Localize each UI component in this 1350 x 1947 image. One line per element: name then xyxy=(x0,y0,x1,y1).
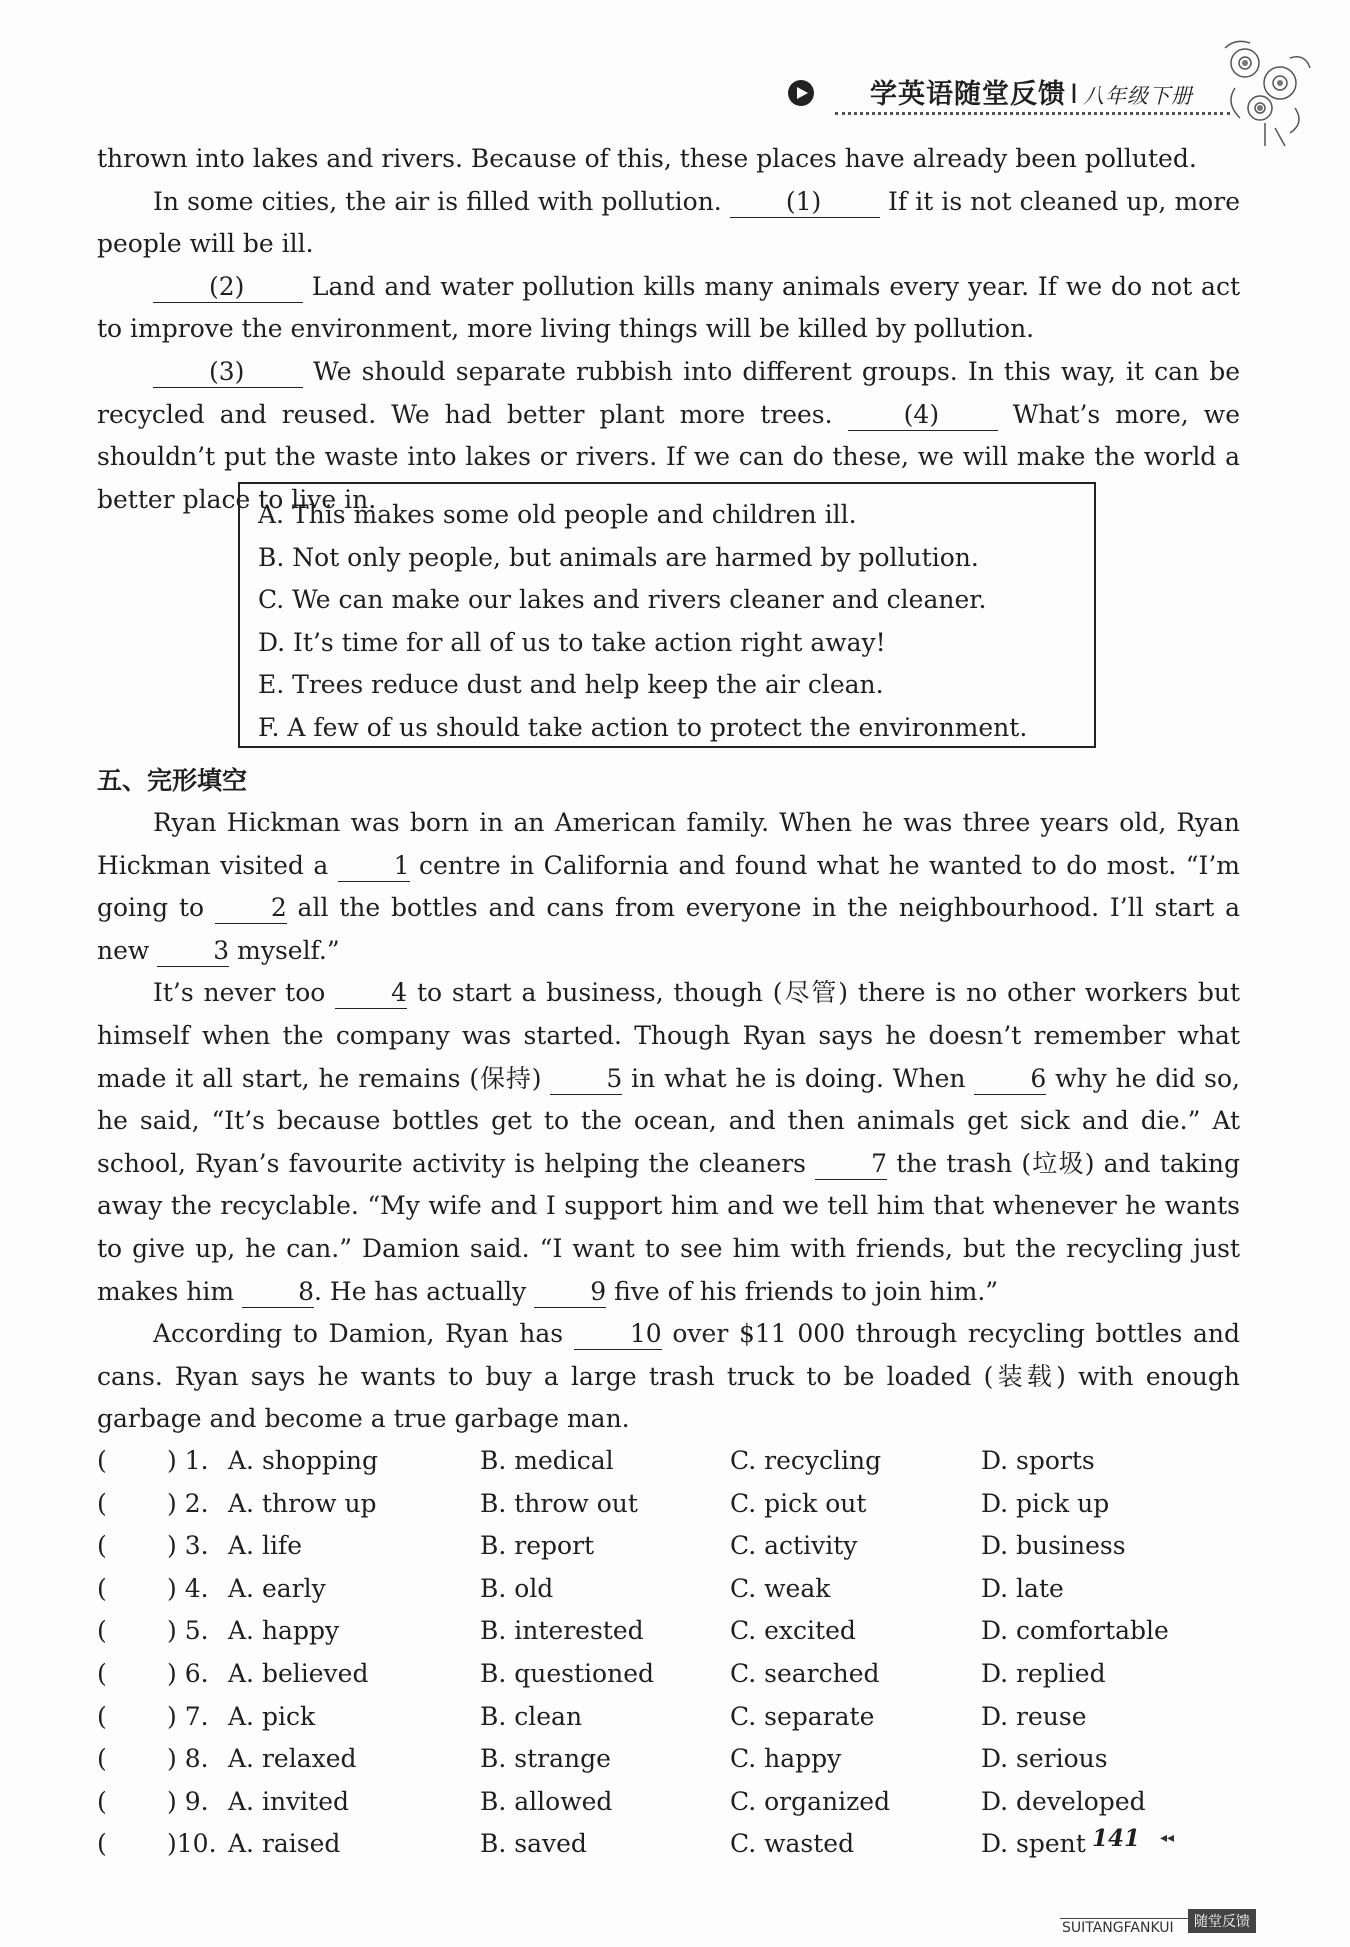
option-c[interactable]: C. wasted xyxy=(730,1829,855,1859)
answer-paren[interactable]: ( xyxy=(97,1488,107,1518)
page-number: 141 xyxy=(1092,1825,1141,1852)
paragraph-text: over $11 000 through recycling bottles and cans. Ryan says he wants to buy a large trash truck to be loaded (装载) with enough garbage and become a true garbage man. xyxy=(97,1319,1240,1434)
option-row xyxy=(97,1610,1257,1653)
paragraph-text: why he did so, he said, “It’s because bottles get to the ocean, and then animals get sick and die.” At school, Ryan’s favourite activity is helping the cleaners xyxy=(97,1063,1241,1178)
answer-paren[interactable]: ( xyxy=(97,1658,107,1688)
paragraph-text: Land and water pollution kills many animals every year. If we do not act to improve the environment, more living things will be killed by pollution. xyxy=(97,271,1240,344)
answer-paren[interactable]: ( xyxy=(97,1701,107,1731)
book-title xyxy=(870,72,1193,111)
question-number: ) 2. xyxy=(167,1488,209,1518)
option-row xyxy=(97,1440,1257,1483)
choice-item: F. A few of us should take action to protect the environment. xyxy=(258,712,1028,742)
option-b[interactable]: B. old xyxy=(480,1573,554,1603)
option-a[interactable]: A. early xyxy=(228,1573,326,1603)
passage-paragraph xyxy=(97,181,1240,266)
option-row xyxy=(97,1653,1257,1696)
cloze-blank[interactable]: 1 xyxy=(338,851,410,882)
choice-item: D. It’s time for all of us to take action right away! xyxy=(258,627,886,657)
option-d[interactable]: D. developed xyxy=(981,1786,1146,1816)
option-row xyxy=(97,1525,1257,1568)
paragraph-text: to start a business, though (尽管) there is no other workers but himself when the company was started. Though Ryan says he doesn’t remember what made it all start, he remains (保持) xyxy=(97,978,1240,1093)
paragraph-text: If it is not cleaned up, more people will be ill. xyxy=(97,186,1240,259)
option-d[interactable]: D. business xyxy=(981,1531,1126,1561)
passage-paragraph xyxy=(97,802,1240,972)
passage-paragraph xyxy=(97,972,1240,1313)
cloze-blank[interactable]: 10 xyxy=(574,1319,662,1350)
paragraph-text: centre in California and found what he wanted to do most. “I’m going to xyxy=(97,850,1241,923)
answer-paren[interactable]: ( xyxy=(97,1446,107,1475)
option-a[interactable]: A. life xyxy=(228,1531,302,1561)
paragraph-text: We should separate rubbish into different groups. In this way, it can be recycled and reused. We had better plant more trees. xyxy=(97,356,1240,429)
choice-item: C. We can make our lakes and rivers cleaner and cleaner. xyxy=(258,585,987,615)
option-row xyxy=(97,1823,1257,1866)
option-c[interactable]: C. recycling xyxy=(730,1446,882,1475)
paragraph-text: Ryan Hickman was born in an American family. When he was three years old, Ryan Hickman visited a xyxy=(97,808,1240,880)
cloze-blank[interactable]: 8 xyxy=(242,1277,314,1308)
option-c[interactable]: C. happy xyxy=(730,1744,842,1774)
book-title-text: 学英语随堂反馈 xyxy=(870,79,1066,110)
paragraph-text: What’s more, we shouldn’t put the waste into lakes or rivers. If we can do these, we will make the world a better place to live in. xyxy=(97,399,1241,514)
paragraph-text: myself.” xyxy=(237,935,340,965)
option-row xyxy=(97,1568,1257,1611)
answer-blank[interactable]: (4) xyxy=(848,400,998,431)
option-d[interactable]: D. reuse xyxy=(981,1701,1087,1731)
back-arrows-icon: ◂◂ xyxy=(1160,1830,1175,1846)
option-a[interactable]: A. happy xyxy=(228,1616,340,1646)
grade-label: 八年级下册 xyxy=(1082,84,1193,108)
option-d[interactable]: D. late xyxy=(981,1573,1064,1603)
option-row xyxy=(97,1483,1257,1526)
option-b[interactable]: B. strange xyxy=(480,1744,611,1774)
option-b[interactable]: B. saved xyxy=(480,1829,587,1859)
question-number: ) 3. xyxy=(167,1531,209,1561)
cloze-blank[interactable]: 6 xyxy=(974,1064,1046,1095)
option-d[interactable]: D. comfortable xyxy=(981,1616,1169,1646)
option-a[interactable]: A. throw up xyxy=(228,1488,377,1518)
question-number: ) 5. xyxy=(167,1616,209,1646)
paragraph-text: It’s never too xyxy=(153,978,326,1008)
header-dotted-rule xyxy=(835,112,1230,115)
option-a[interactable]: A. invited xyxy=(228,1786,350,1816)
paragraph-text: In some cities, the air is filled with pollution. xyxy=(153,186,722,216)
paragraph-text: According to Damion, Ryan has xyxy=(153,1319,564,1349)
option-c[interactable]: C. weak xyxy=(730,1573,831,1603)
option-row xyxy=(97,1781,1257,1824)
cloze-blank[interactable]: 7 xyxy=(815,1149,887,1180)
choice-item: E. Trees reduce dust and help keep the air clean. xyxy=(258,670,884,700)
option-b[interactable]: B. questioned xyxy=(480,1658,654,1688)
title-separator: I xyxy=(1070,79,1079,110)
sentence-choices-box xyxy=(238,482,1096,748)
answer-paren[interactable]: ( xyxy=(97,1531,107,1561)
option-b[interactable]: B. medical xyxy=(480,1446,614,1475)
option-d[interactable]: D. spent xyxy=(981,1829,1086,1859)
option-a[interactable]: A. raised xyxy=(228,1829,341,1859)
option-b[interactable]: B. throw out xyxy=(480,1488,638,1518)
passage-paragraph xyxy=(97,266,1240,351)
paragraph-text: the trash (垃圾) and taking away the recyclable. “My wife and I support him and we tell him that whenever he wants to give up, he can.” Damion said. “I want to see him with friends, but the recycling just makes him xyxy=(97,1148,1241,1306)
answer-paren[interactable]: ( xyxy=(97,1573,107,1603)
paragraph-text: all the bottles and cans from everyone in the neighbourhood. I’ll start a new xyxy=(97,893,1240,965)
passage-line: thrown into lakes and rivers. Because of this, these places have already been polluted. xyxy=(97,144,1197,173)
answer-paren[interactable]: ( xyxy=(97,1786,107,1816)
option-row xyxy=(97,1738,1257,1781)
question-number: ) 9. xyxy=(167,1786,209,1816)
passage-one xyxy=(97,138,1240,521)
options-table xyxy=(97,1440,1257,1866)
choice-item: A. This makes some old people and children ill. xyxy=(258,500,857,529)
flower-decoration-icon xyxy=(1205,28,1325,148)
question-number: ) 8. xyxy=(167,1744,209,1774)
option-c[interactable]: C. organized xyxy=(730,1786,891,1816)
cloze-blank[interactable]: 2 xyxy=(215,893,287,924)
page-header xyxy=(780,68,1340,128)
passage-paragraph xyxy=(97,1313,1240,1441)
paragraph-text: five of his friends to join him.” xyxy=(614,1276,999,1306)
option-d[interactable]: D. sports xyxy=(981,1446,1095,1475)
option-a[interactable]: A. believed xyxy=(228,1658,369,1688)
option-c[interactable]: C. activity xyxy=(730,1531,858,1561)
answer-blank[interactable]: (1) xyxy=(730,187,880,218)
option-c[interactable]: C. pick out xyxy=(730,1488,867,1518)
answer-paren[interactable]: ( xyxy=(97,1616,107,1646)
section-title: 五、完形填空 xyxy=(97,766,248,795)
cloze-blank[interactable]: 4 xyxy=(335,978,407,1009)
answer-blank[interactable]: (3) xyxy=(153,357,303,388)
option-d[interactable]: D. replied xyxy=(981,1658,1106,1688)
option-a[interactable]: A. relaxed xyxy=(228,1744,357,1774)
footer-badge: 随堂反馈 xyxy=(1188,1909,1256,1933)
question-number: ) 6. xyxy=(167,1658,209,1688)
option-d[interactable]: D. pick up xyxy=(981,1488,1110,1518)
answer-paren[interactable]: ( xyxy=(97,1829,107,1859)
question-number: ) 1. xyxy=(167,1446,209,1475)
option-b[interactable]: B. allowed xyxy=(480,1786,613,1816)
option-b[interactable]: B. interested xyxy=(480,1616,644,1646)
option-c[interactable]: C. searched xyxy=(730,1658,880,1688)
option-a[interactable]: A. pick xyxy=(228,1701,316,1731)
cloze-blank[interactable]: 5 xyxy=(550,1064,622,1095)
cloze-blank[interactable]: 3 xyxy=(157,936,229,967)
option-row xyxy=(97,1696,1257,1739)
cloze-blank[interactable]: 9 xyxy=(534,1277,606,1308)
play-icon xyxy=(788,80,814,106)
question-number: ) 4. xyxy=(167,1573,209,1603)
option-c[interactable]: C. excited xyxy=(730,1616,856,1646)
answer-blank[interactable]: (2) xyxy=(153,272,303,303)
footer-pinyin: SUITANGFANKUI xyxy=(1062,1920,1174,1936)
option-a[interactable]: A. shopping xyxy=(228,1446,379,1475)
option-b[interactable]: B. clean xyxy=(480,1701,583,1731)
question-number: )10. xyxy=(167,1829,217,1859)
answer-paren[interactable]: ( xyxy=(97,1744,107,1774)
question-number: ) 7. xyxy=(167,1701,209,1731)
option-b[interactable]: B. report xyxy=(480,1531,595,1561)
paragraph-text: . He has actually xyxy=(314,1276,527,1306)
choice-item: B. Not only people, but animals are harmed by pollution. xyxy=(258,542,979,572)
cloze-passage xyxy=(97,802,1240,1441)
option-d[interactable]: D. serious xyxy=(981,1744,1108,1774)
paragraph-text: in what he is doing. When xyxy=(631,1063,966,1093)
option-c[interactable]: C. separate xyxy=(730,1701,875,1731)
